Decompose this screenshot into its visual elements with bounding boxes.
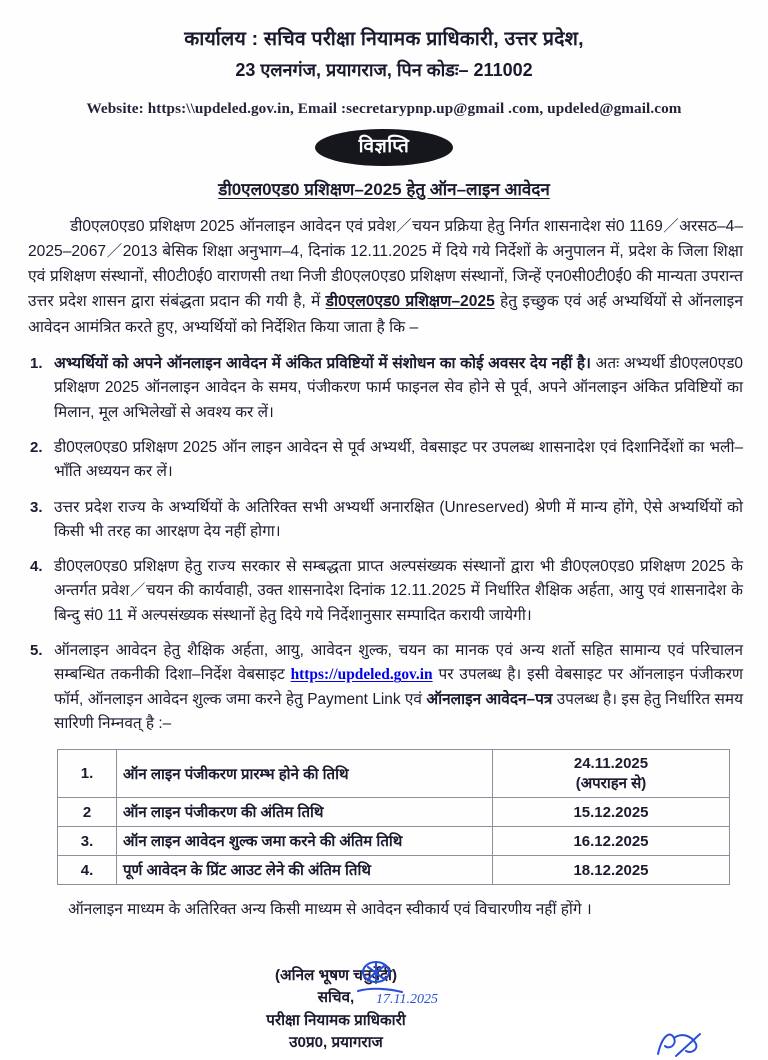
row-description: पूर्ण आवेदन के प्रिंट आउट लेने की अंतिम तिथि xyxy=(117,856,493,885)
table-row xyxy=(58,798,730,827)
clause-number: 4. xyxy=(30,558,43,576)
clause-number: 1. xyxy=(30,354,43,372)
list-item xyxy=(28,639,743,736)
clause-number: 3. xyxy=(30,498,43,516)
list-item xyxy=(28,352,743,425)
clause-text: डी0एल0एड0 प्रशिक्षण हेतु राज्य सरकार से सम्बद्धता प्राप्त अल्पसंख्यक संस्थानों द्वारा भी डी0एल0एड0 प्रशिक्षण 2025 के अन्तर्गत प्रवेश／चयन की कार्यवाही, उक्त शासनादेश दिनांक 12.11.2025 में निर्धारित शैक्षिक अर्हता, आयु एवं शासनादेश के बिन्दु सं0 11 में अल्पसंख्यक संस्थानों हेतु दिये गये निर्देशानुसार सम्पादित करायी जायेगी। xyxy=(54,558,743,624)
clause-text: उत्तर प्रदेश राज्य के अभ्यर्थियों के अतिरिक्त सभी अभ्यर्थी अनारक्षित (Unreserved) श्रेणी में मान्य होंगे, ऐसे अभ्यर्थियों को किसी भी तरह का आरक्षण देय नहीं होगा। xyxy=(54,498,743,540)
website-email-line: Website: https:\\updeled.gov.in, Email :secretarypnp.up@gmail .com, updeled@gmail.com xyxy=(86,99,682,117)
office-address-line2: 23 एलनगंज, प्रयागराज, पिन कोडः– 211002 xyxy=(235,60,533,81)
clause-text-a: ऑनलाइन आवेदन हेतु शैक्षिक अर्हता, आयु, आवेदन शुल्क, चयन का मानक एवं अन्य शर्तो सहित सामान्य एवं परिचालन सम्बन्धित तकनीकी दिशा–निर्देश वेबसाइट xyxy=(54,642,743,684)
clause-text: अतः अभ्यर्थी डी0एल0एड0 प्रशिक्षण 2025 ऑनलाइन आवेदन के समय, पंजीकरण फार्म फाइनल सेव होने से पूर्व, अपने ऑनलाइन अंकित प्रविष्टियों का मिलान, मूल अभिलेखों से अवश्य कर लें। xyxy=(54,354,743,421)
signature-date-text: 17.11.2025 xyxy=(376,992,438,1008)
clause-text-b: पर उपलब्ध है। इसी वेबसाइट पर ऑनलाइन पंजीकरण फॉर्म, ऑनलाइन आवेदन शुल्क जमा करने हेतु Payment Link एवं xyxy=(54,666,743,708)
row-description: ऑन लाइन आवेदन शुल्क जमा करने की अंतिम तिथि xyxy=(117,827,493,856)
signatory-name: (अनिल भूषण चतुर्वेदी) xyxy=(275,967,397,985)
row-number: 3. xyxy=(58,827,117,856)
row-description: ऑन लाइन पंजीकरण की अंतिम तिथि xyxy=(117,798,493,827)
row-date: 16.12.2025 xyxy=(493,827,730,856)
clause-number: 5. xyxy=(30,642,43,660)
list-item xyxy=(28,436,743,485)
clause-number: 2. xyxy=(30,438,43,456)
page-title: डी0एल0एड0 प्रशिक्षण–2025 हेतु ऑन–लाइन आवेदन xyxy=(218,179,550,199)
row-date-sub: (अपराहन से) xyxy=(575,774,647,792)
table-row xyxy=(58,856,730,885)
row-date xyxy=(493,750,730,798)
row-date-main: 24.11.2025 xyxy=(573,755,649,773)
schedule-table xyxy=(57,749,730,885)
intro-part2: हेतु इच्छुक एवं अर्ह अभ्यर्थियों से ऑनलाइन आवेदन आमंत्रित करते हुए, अभ्यर्थियों को निर्देशित किया जाता है कि – xyxy=(28,293,743,336)
intro-part1: डी0एल0एड0 प्रशिक्षण 2025 ऑनलाइन आवेदन एवं प्रवेश／चयन प्रक्रिया हेतु निर्गत शासनादेश सं0 1169／अरसठ–4–2025–2067／2013 बेसिक शिक्षा अनुभाग–4, दिनांक 12.11.2025 में दिये गये निर्देशों के अनुपालन में, प्रदेश के जिला शिक्षा एवं प्रशिक्षण संस्थानों, सी0टी0ई0 वाराणसी तथा निजी डी0एल0एड0 प्रशिक्षण संस्थानों, जिन्हें एन0सी0टी0ई0 की मान्यता उपरान्त उत्तर प्रदेश शासन द्वारा संबंद्धता प्रदान की गयी है, में xyxy=(28,217,743,311)
signature-block xyxy=(0,965,768,1053)
signatory-authority: परीक्षा नियामक प्राधिकारी xyxy=(266,1011,406,1029)
document-body xyxy=(0,214,768,737)
list-item xyxy=(28,555,743,628)
clause-text: डी0एल0एड0 प्रशिक्षण 2025 ऑन लाइन आवेदन से पूर्व अभ्यर्थी, वेबसाइट पर उपलब्ध शासनादेश एवं दिशानिर्देशों का भली–भॉंति अध्ययन कर लें। xyxy=(54,438,743,481)
notice-badge-container xyxy=(0,129,768,169)
updeled-website-link[interactable]: https://updeled.gov.in xyxy=(290,666,433,684)
clause-list xyxy=(28,352,743,737)
table-row xyxy=(58,827,730,856)
row-description: ऑन लाइन पंजीकरण प्रारम्भ होने की तिथि xyxy=(117,750,493,798)
signatory-location: उ0प्र0, प्रयागराज xyxy=(289,1033,383,1051)
schedule-table-container xyxy=(0,749,768,885)
row-date: 18.12.2025 xyxy=(493,856,730,885)
clause-text-c: उपलब्ध है। इस हेतु निर्धारित समय सारिणी निम्नवत् है :– xyxy=(54,690,743,733)
letterhead xyxy=(0,0,768,118)
initials-mark-icon xyxy=(652,1026,704,1060)
clause-bold-mid: ऑनलाइन आवेदन–पत्र xyxy=(426,690,553,708)
office-name-line1: कार्यालय : सचिव परीक्षा नियामक प्राधिकारी, उत्तर प्रदेश, xyxy=(184,28,584,50)
row-number: 1. xyxy=(58,750,117,798)
row-number: 2 xyxy=(58,798,117,827)
vigyapti-badge: विज्ञप्ति xyxy=(315,129,454,167)
row-number: 4. xyxy=(58,856,117,885)
signatory-designation: सचिव, xyxy=(317,989,355,1007)
list-item xyxy=(28,496,743,545)
intro-paragraph xyxy=(28,214,743,340)
clause-bold-text: अभ्यर्थियों को अपने ऑनलाइन आवेदन में अंकित प्रविष्टियों में संशोधन का कोई अवसर देय नहीं है। xyxy=(54,354,591,372)
closing-note: ऑनलाइन माध्यम के अतिरिक्त अन्य किसी माध्यम से आवेदन स्वीकार्य एवं विचारणीय नहीं होंगे । xyxy=(68,901,592,919)
intro-emphasis: डी0एल0एड0 प्रशिक्षण–2025 xyxy=(325,293,495,311)
row-date: 15.12.2025 xyxy=(493,798,730,827)
signatory-details xyxy=(0,965,672,1053)
table-row xyxy=(58,750,730,798)
